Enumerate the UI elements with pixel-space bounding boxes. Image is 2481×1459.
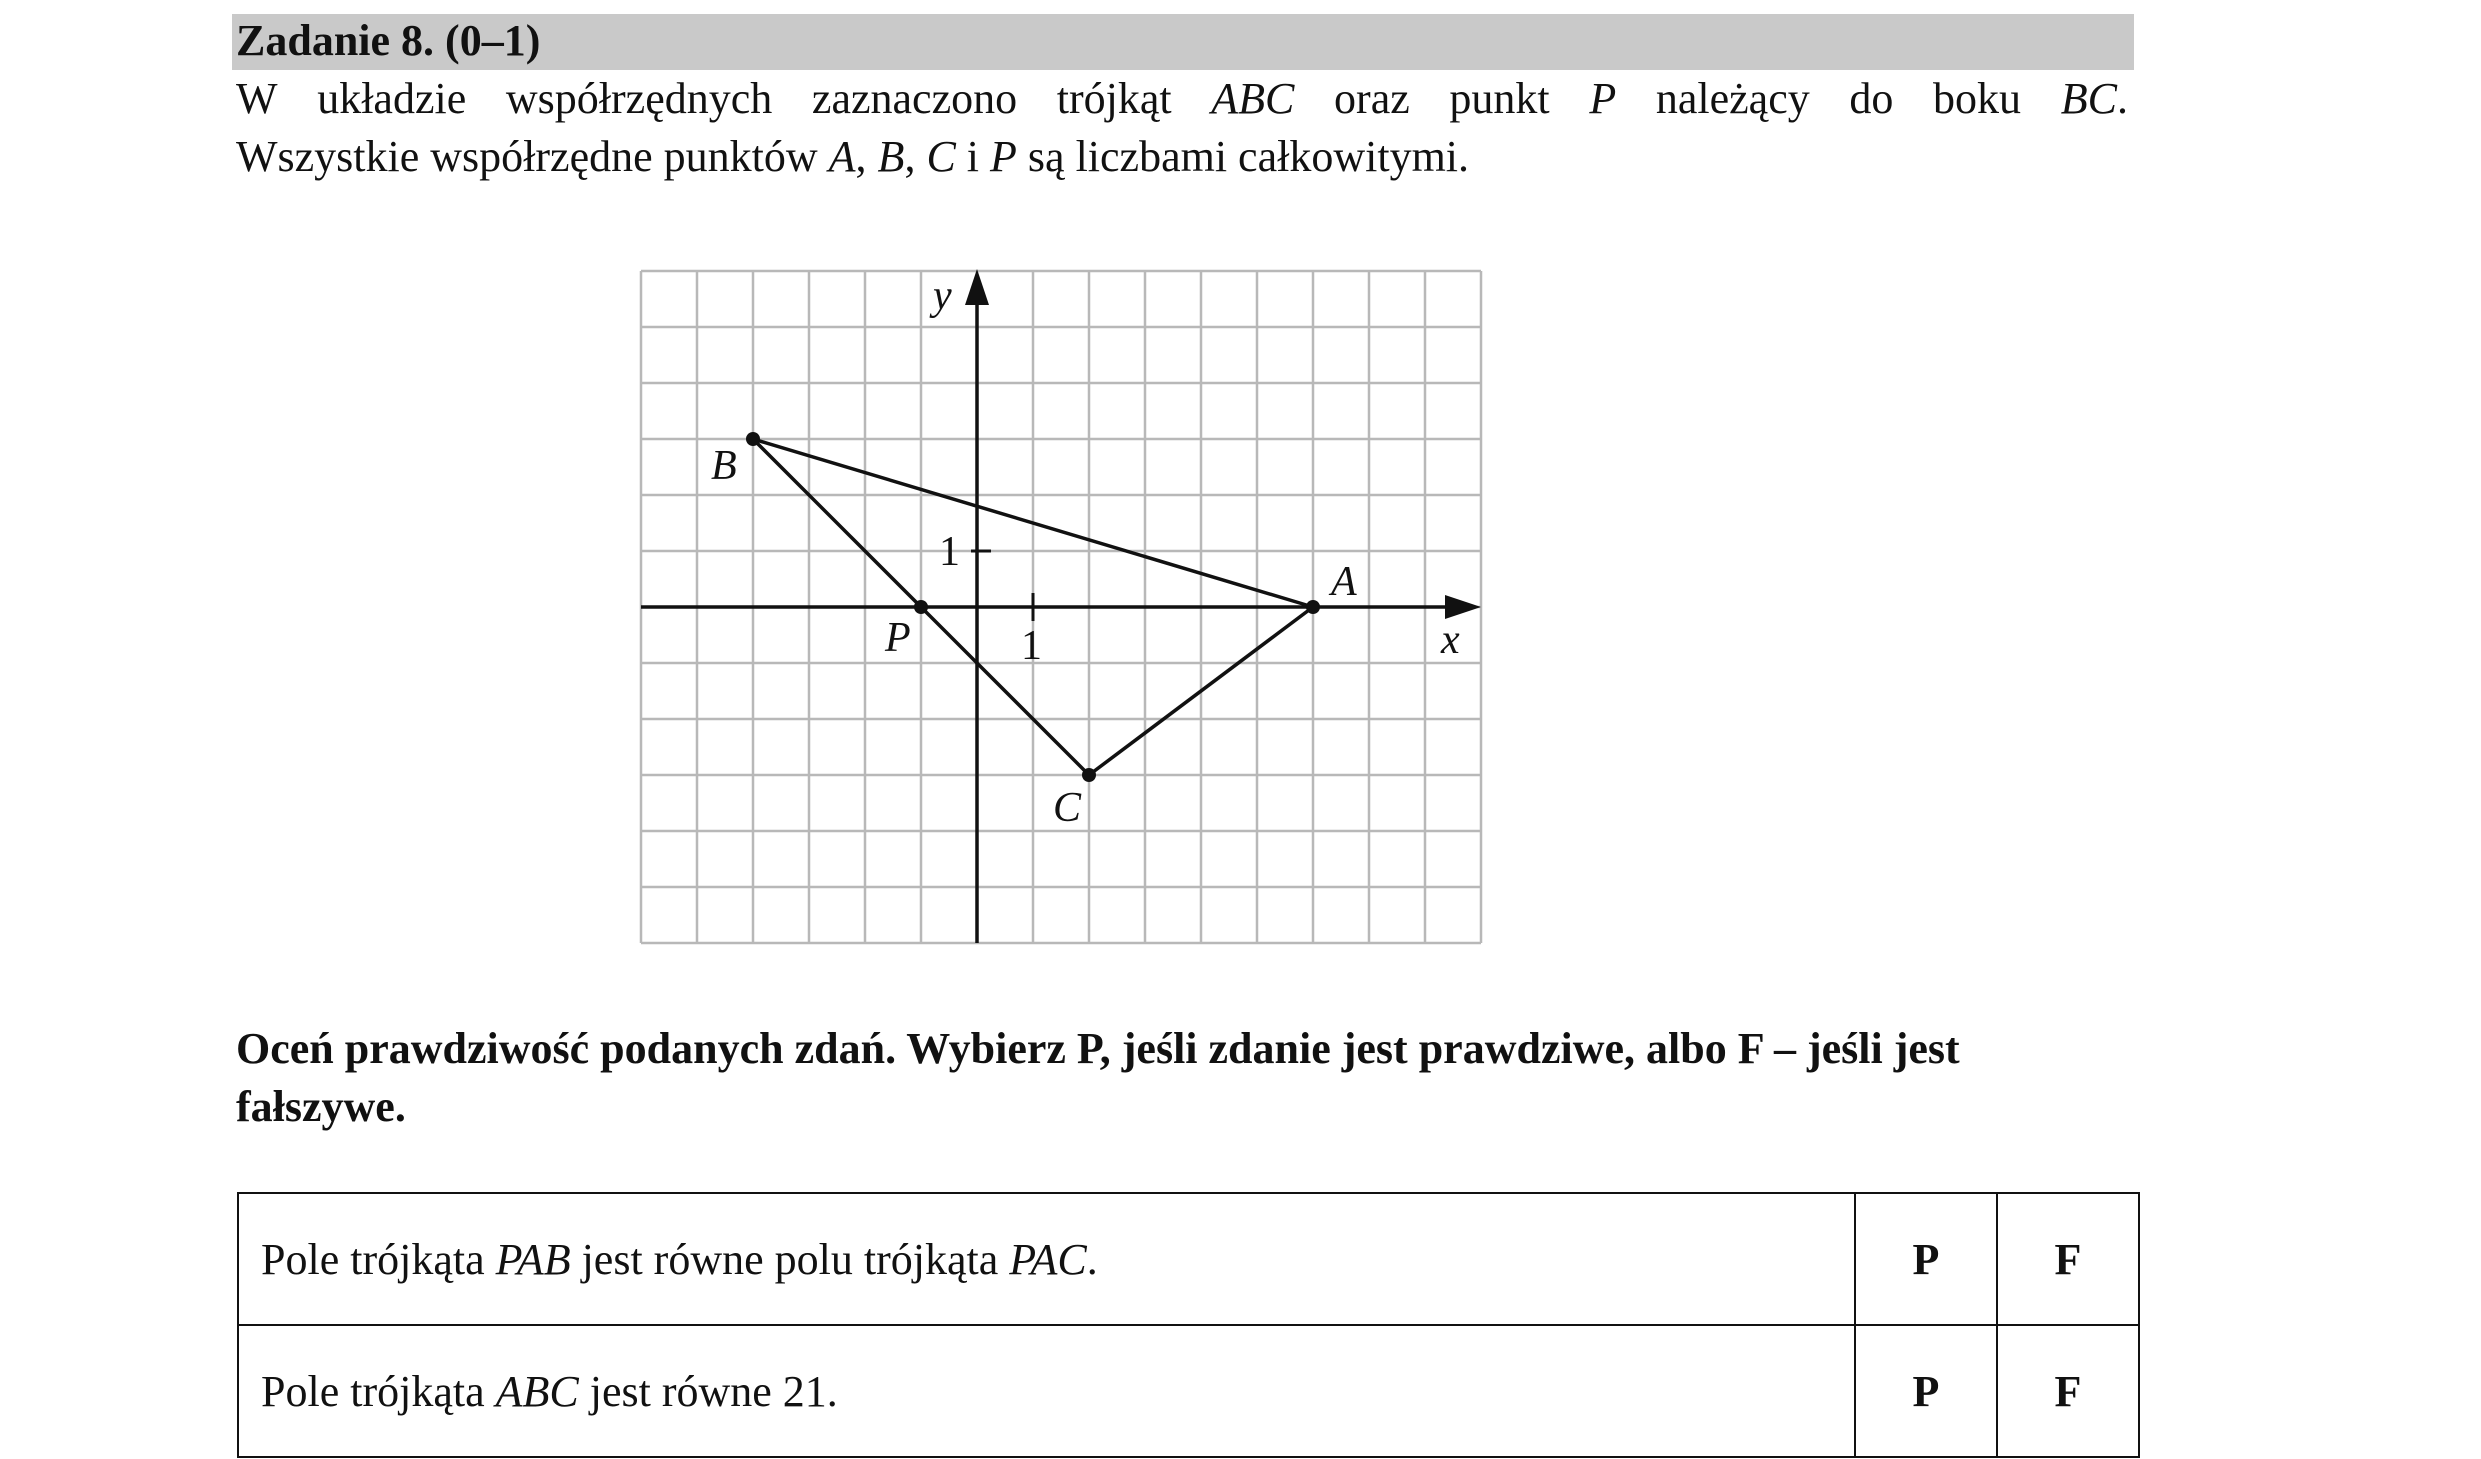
statement-2-text: Pole trójkąta ABC jest równe 21. — [238, 1325, 1855, 1457]
label-point-P: P — [885, 615, 911, 661]
x-axis-label: x — [1441, 617, 1460, 663]
axes — [641, 269, 1481, 943]
intro-word: BC. — [2060, 74, 2128, 123]
statement-1-option-p[interactable]: P — [1855, 1193, 1997, 1325]
label-point-B: B — [711, 443, 737, 489]
true-false-table — [237, 1192, 2140, 1458]
x-tick-label: 1 — [1021, 623, 1042, 669]
table-row — [238, 1325, 2139, 1457]
intro-word: boku — [1933, 74, 2022, 123]
intro-word: ABC — [1211, 74, 1295, 123]
intro-word: punkt — [1449, 74, 1550, 123]
label-point-C: C — [1053, 785, 1082, 831]
intro-word: zaznaczono — [811, 74, 1018, 123]
intro-word: oraz — [1334, 74, 1410, 123]
point-B — [746, 432, 760, 446]
intro-word: W — [236, 74, 278, 123]
intro-word: trójkąt — [1056, 74, 1172, 123]
task-title: Zadanie 8. (0–1) — [236, 16, 541, 65]
statement-1-text: Pole trójkąta PAB jest równe polu trójkąta PAC. — [238, 1193, 1855, 1325]
intro-word: układzie — [317, 74, 467, 123]
statement-1-option-f[interactable]: F — [1997, 1193, 2139, 1325]
statement-2-option-f[interactable]: F — [1997, 1325, 2139, 1457]
x-axis-arrow — [1445, 595, 1481, 619]
intro-word: P — [1589, 74, 1617, 123]
point-C — [1082, 768, 1096, 782]
y-axis-label: y — [933, 273, 952, 319]
intro-line-2: Wszystkie współrzędne punktów A, B, C i P są liczbami całkowitymi. — [236, 132, 1470, 181]
point-A — [1306, 600, 1320, 614]
table-row — [238, 1193, 2139, 1325]
intro-word: do — [1849, 74, 1894, 123]
y-tick-label: 1 — [939, 529, 960, 575]
label-point-A: A — [1331, 559, 1357, 605]
intro-word: należący — [1655, 74, 1810, 123]
instruction: Oceń prawdziwość podanych zdań. Wybierz P, jeśli zdanie jest prawdziwe, albo F – jeśli jest fałszywe. — [236, 1024, 1960, 1131]
point-P — [914, 600, 928, 614]
y-axis-arrow — [965, 269, 989, 305]
intro-word: współrzędnych — [505, 74, 773, 123]
statement-2-option-p[interactable]: P — [1855, 1325, 1997, 1457]
